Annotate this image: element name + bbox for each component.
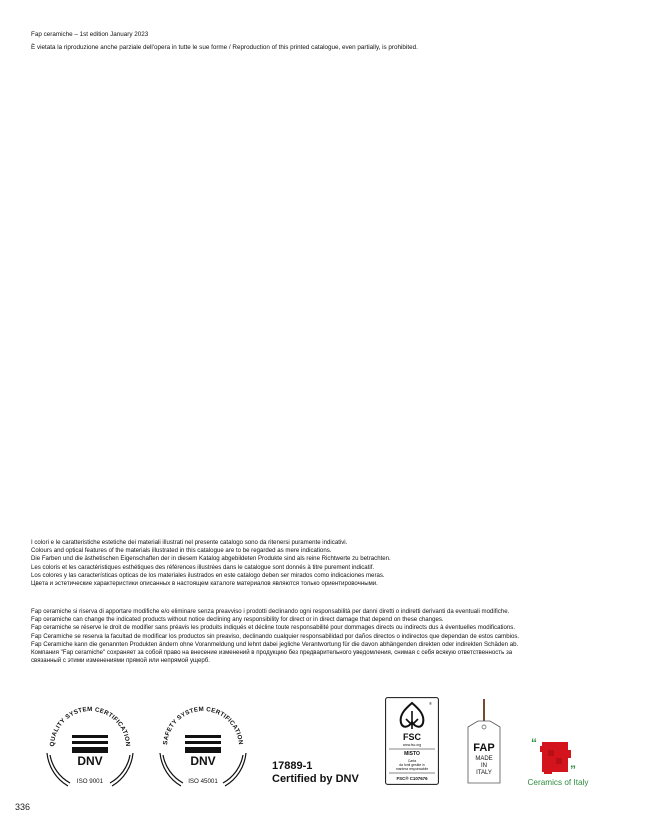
fsc-type: MISTO	[404, 751, 420, 757]
badge2-arc-text: SAFETY SYSTEM CERTIFICATION	[162, 705, 244, 746]
fsc-name: FSC	[403, 732, 421, 742]
disclaimer-line-ru: Цвета и эстетические характеристики описанных в настоящем каталоге материалов являются только ориентировочными.	[31, 580, 378, 588]
tag-brand: FAP	[473, 742, 495, 754]
modification-line-es: Fap Ceramiche se reserva la facultad de modificar los productos sin preaviso, declinando cualquier responsabilidad por daños directos o indirectos que dependan de estos cambios.	[31, 632, 520, 640]
page-number: 336	[15, 802, 31, 812]
fsc-url: www.fsc.org	[402, 743, 422, 747]
svg-text:SAFETY SYSTEM CERTIFICATION	[162, 706, 244, 746]
modification-line-it: Fap ceramiche si riserva di apportare modifiche e/o eliminare senza preavviso i prodotti declinando ogni responsabilità per danni diretti o indiretti derivanti da eventuali modifiche.	[31, 608, 510, 615]
modification-line-de: Fap Ceramiche kann die genannten Produkten ändern ohne Voranmeldung und lehnt dabei jegliche Verantwortung für die davon abhängenden direkten oder indirekten Schäden ab.	[31, 640, 519, 648]
modification-line-ru-cont: связанный с этими изменениями прямой или непрямой ущерб.	[31, 657, 210, 665]
color-disclaimer	[31, 539, 391, 588]
badge2-mark: DNV	[190, 754, 216, 768]
svg-text:®: ®	[429, 701, 432, 706]
dnv-bar-icon	[72, 735, 108, 738]
fsc-desc-3: maniera responsabile	[395, 767, 429, 771]
tag-line-1: MADE	[475, 756, 493, 762]
badge1-arc-text: QUALITY SYSTEM CERTIFICATION	[48, 705, 132, 747]
quote-open-icon: “	[531, 736, 537, 750]
iso-9001-badge	[40, 697, 140, 789]
copyright-line: È vietata la riproduzione anche parziale dell'opera in tutte le sue forme / Reproduction of this printed catalogue, even partially, is prohibited.	[31, 44, 418, 51]
ceramics-label: Ceramics of Italy	[527, 778, 589, 787]
iso-45001-badge	[153, 697, 253, 789]
tag-line-2: IN	[481, 763, 487, 769]
disclaimer-line-de: Die Farben und die ästhetischen Eigenschaften der in diesem Katalog abgebildeten Produkte sind als reine Richtwerte zu betrachten.	[31, 555, 391, 563]
dnv-bar-icon	[185, 735, 221, 738]
edition-line: Fap ceramiche – 1st edition January 2023	[31, 31, 149, 38]
fsc-logo	[385, 697, 439, 785]
tag-line-3: ITALY	[476, 770, 492, 776]
ceramics-of-italy-logo	[520, 736, 596, 790]
badge2-standard: ISO 45001	[188, 778, 218, 785]
svg-text:QUALITY SYSTEM CERTIFICATION	[49, 706, 131, 747]
made-in-italy-tag	[464, 697, 504, 787]
certificate-number: 17889-1	[272, 760, 313, 772]
modification-line-ru: Компания "Fap ceramiche" сохраняет за собой право на внесение изменений в продукцию без предварительного уведомления, снимая с себя всякую ответственность за	[31, 649, 513, 657]
disclaimer-line-en: Colours and optical features of the materials illustrated in this catalogue are to be regarded as mere indications.	[31, 547, 332, 555]
modification-line-en: Fap ceramiche can change the indicated products without notice declining any responsibility for direct or in direct damage that depend on these changes.	[31, 616, 444, 624]
ceramic-tile-icon	[540, 742, 571, 774]
fsc-code: FSC® C107676	[396, 776, 428, 781]
modification-disclaimer	[31, 608, 519, 665]
disclaimer-line-es: Los colores y las características opticas de los materiales ilustrados en este catalogo deben ser mirados como indicaciones meras.	[31, 571, 385, 579]
quote-close-icon: ”	[570, 763, 576, 777]
modification-line-fr: Fap ceramiche se réserve le droit de modifier sans préavis les produits indiqués et décline toute responsabilité pour dommages directs ou indirects dus à éventuelles modifications.	[31, 624, 516, 632]
badge1-standard: ISO 9001	[76, 778, 104, 785]
disclaimer-line-fr: Les coloris et les caractéristiques esthétiques des références illustrées dans le catalogue sont donnés à titre purement indicatif.	[31, 563, 375, 571]
badge1-mark: DNV	[77, 754, 103, 768]
certificate-text	[272, 760, 359, 786]
certified-by: Certified by DNV	[272, 773, 359, 785]
fsc-desc-2: da fonti gestite in	[399, 763, 425, 767]
fsc-desc-1: Carta	[407, 759, 417, 763]
disclaimer-line-it: I colori e le caratteristiche estetiche dei materiali illustrati nel presente catalogo sono da ritenersi puramente indicativi.	[31, 539, 348, 546]
